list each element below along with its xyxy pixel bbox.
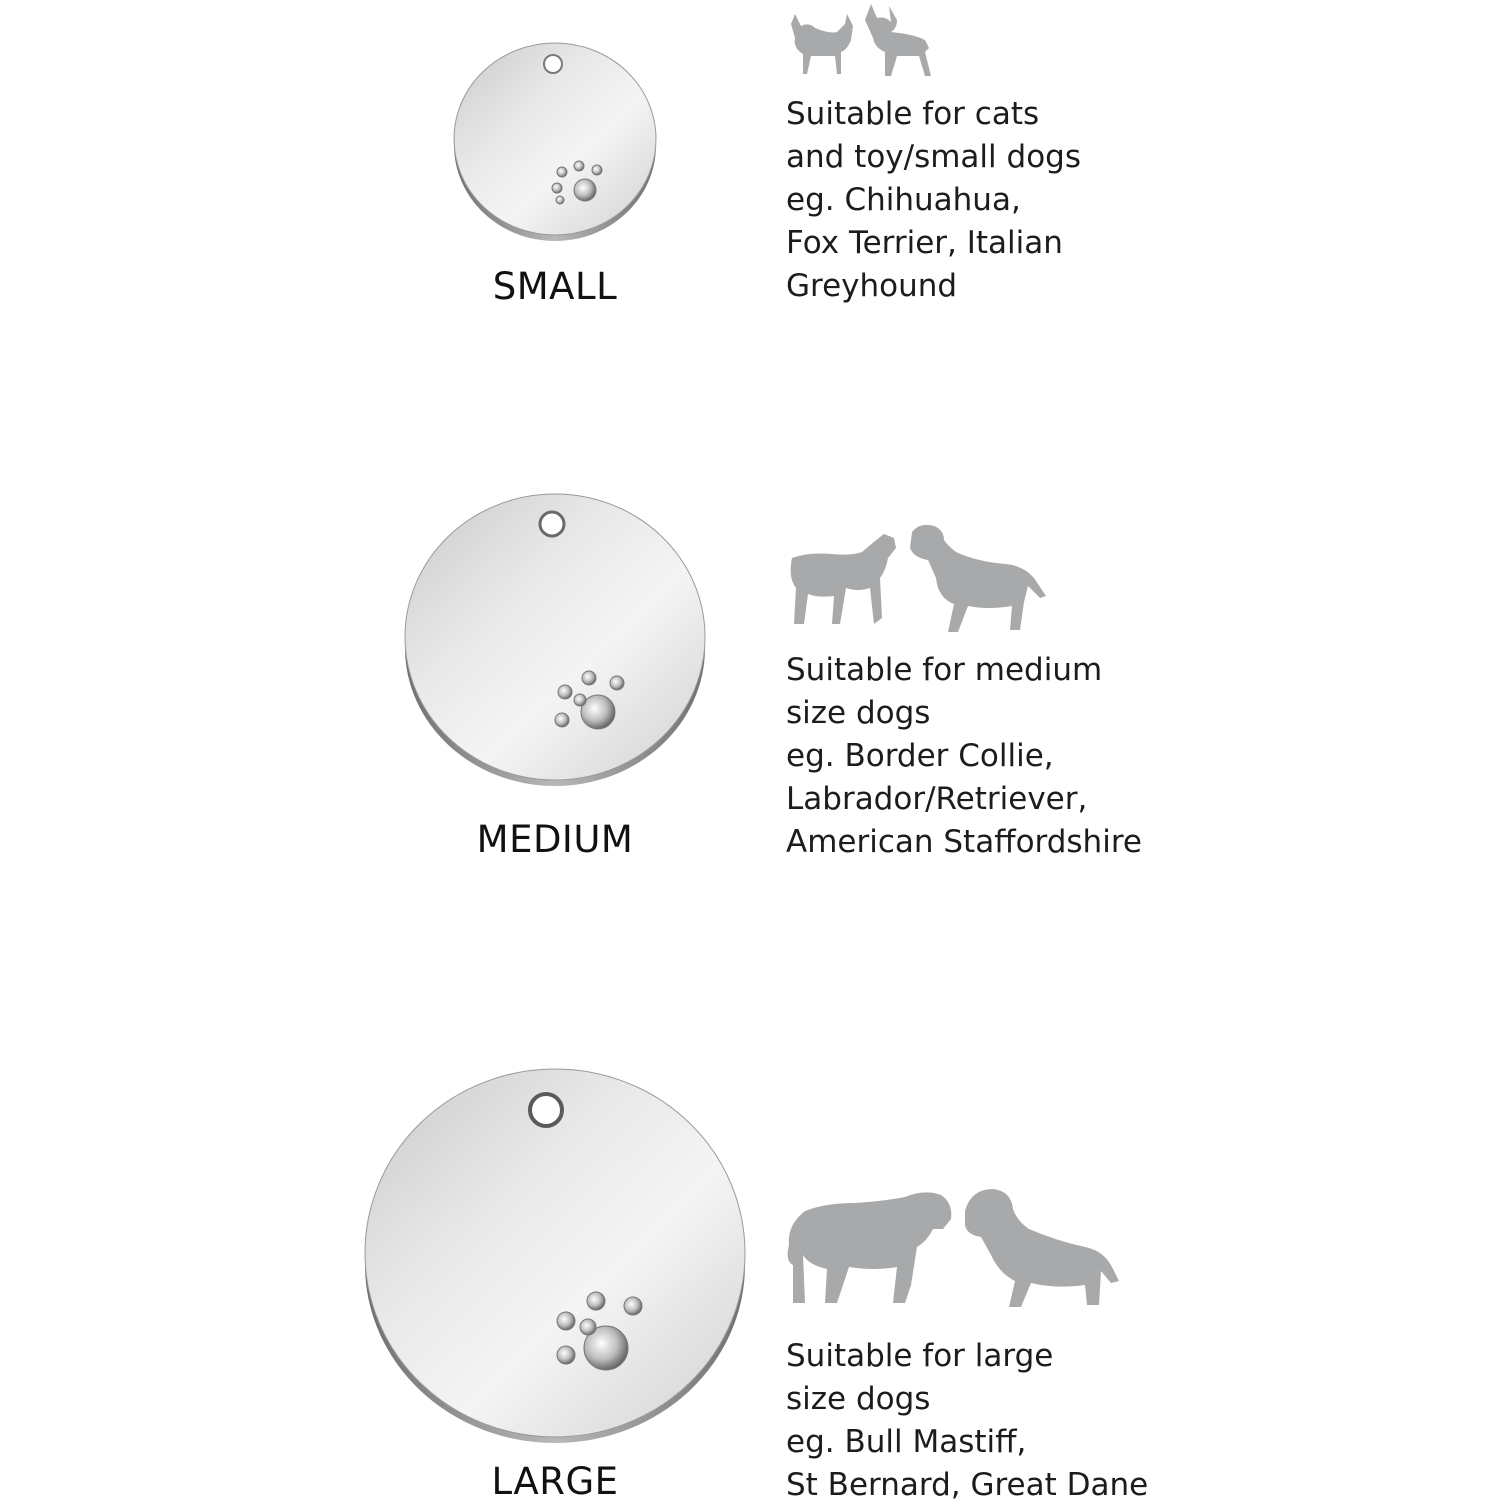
description-line: size dogs	[786, 695, 931, 731]
size-label-small: SMALL	[492, 265, 618, 308]
description-line: St Bernard, Great Dane	[786, 1467, 1149, 1503]
large-dogs-silhouettes	[785, 1185, 1125, 1313]
size-label-medium: MEDIUM	[476, 818, 634, 861]
description-line: Suitable for cats	[786, 96, 1040, 132]
description-line: size dogs	[786, 1381, 931, 1417]
description-line: eg. Border Collie,	[786, 738, 1054, 774]
description-line: eg. Bull Mastiff,	[786, 1424, 1027, 1460]
description-line: Fox Terrier, Italian	[786, 225, 1063, 261]
size-label-large: LARGE	[491, 1460, 619, 1503]
description-large	[786, 1335, 1148, 1507]
large-tag-image	[362, 1065, 752, 1450]
description-line: Suitable for large	[786, 1338, 1054, 1374]
description-line: American Staffordshire	[786, 824, 1142, 860]
description-line: Suitable for medium	[786, 652, 1103, 688]
description-line: and toy/small dogs	[786, 139, 1081, 175]
description-line: Greyhound	[786, 268, 958, 304]
mastiff-silhouette-icon	[788, 1192, 952, 1303]
st-bernard-silhouette-icon	[965, 1189, 1119, 1307]
description-line: Labrador/Retriever,	[786, 781, 1088, 817]
description-line: eg. Chihuahua,	[786, 182, 1021, 218]
